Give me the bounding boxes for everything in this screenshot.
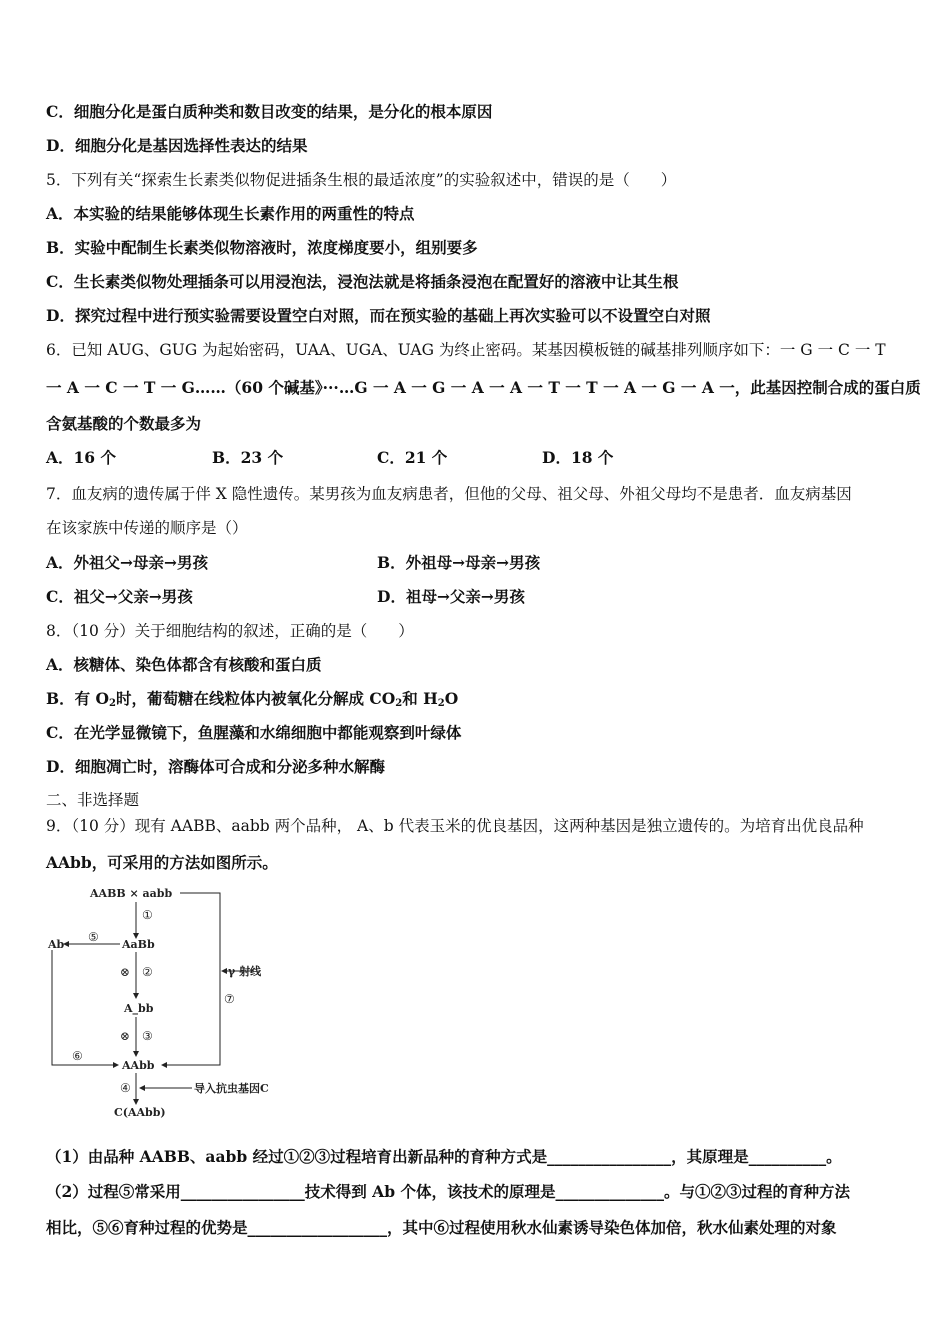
q7-option-c: C．祖父→父亲→男孩 <box>46 587 193 606</box>
q6-stem-line2: 一 A 一 C 一 T 一 G……（60 个碱基》···…G 一 A 一 G 一 A 一 A 一 T 一 T 一 A 一 G 一 A 一，此基因控制合成的蛋白质 <box>46 378 921 397</box>
diagram-self-1: ⊗ <box>120 965 131 979</box>
diagram-step-6: ⑥ <box>72 1049 83 1063</box>
diagram-step-3: ③ <box>142 1029 153 1043</box>
q6-stem-line1: 6．已知 AUG、GUG 为起始密码，UAA、UGA、UAG 为终止密码。某基因模板链的碱基排列顺序如下：一 G 一 C 一 T <box>46 341 886 359</box>
q9-subquestion-2b: 相比，⑤⑥育种过程的优势是__________________，其中⑥过程使用秋水仙素诱导染色体加倍，秋水仙素处理的对象 <box>46 1218 837 1237</box>
q6-option-c: C．21 个 <box>377 448 448 467</box>
diagram-step-2: ② <box>142 965 153 979</box>
diagram-step-7: ⑦ <box>224 992 235 1006</box>
q7-option-a: A．外祖父→母亲→男孩 <box>46 553 209 572</box>
q9-stem-line1: 9．（10 分）现有 AABB、aabb 两个品种， A、b 代表玉米的优良基因，这两种基因是独立遗传的。为培育出优良品种 <box>46 817 864 835</box>
q5-option-c: C．生长素类似物处理插条可以用浸泡法，浸泡法就是将插条浸泡在配置好的溶液中让其生根 <box>46 272 679 291</box>
q6-option-b: B．23 个 <box>212 448 284 467</box>
diagram-gamma-ray: γ 射线 <box>228 965 262 978</box>
q7-stem-line1: 7．血友病的遗传属于伴 X 隐性遗传。某男孩为血友病患者，但他的父母、祖父母、外祖父母均不是患者．血友病基因 <box>46 485 852 503</box>
q7-option-d: D．祖母→父亲→男孩 <box>377 587 525 606</box>
section-heading: 二、非选择题 <box>46 791 140 809</box>
q8-stem: 8．（10 分）关于细胞结构的叙述，正确的是（ ） <box>46 622 414 640</box>
q8-option-c: C．在光学显微镜下，鱼腥藻和水绵细胞中都能观察到叶绿体 <box>46 723 462 742</box>
diagram-gene-import: 导入抗虫基因C <box>194 1082 269 1095</box>
diagram-self-2: ⊗ <box>120 1029 131 1043</box>
breeding-diagram <box>40 880 300 1120</box>
q5-option-d: D．探究过程中进行预实验需要设置空白对照，而在预实验的基础上再次实验可以不设置空白对照 <box>46 306 711 325</box>
q9-stem-line2: AAbb，可采用的方法如图所示。 <box>46 853 278 872</box>
q9-subquestion-2a: （2）过程⑤常采用________________技术得到 Ab 个体，该技术的原理是______________。与①②③过程的育种方法 <box>46 1182 850 1201</box>
q9-subquestion-1: （1）由品种 AABB、aabb 经过①②③过程培育出新品种的育种方式是________________，其原理是__________。 <box>46 1147 842 1166</box>
diagram-f2: A_bb <box>124 1002 154 1015</box>
diagram-ab: Ab <box>48 938 65 951</box>
q6-option-a: A．16 个 <box>46 448 116 467</box>
diagram-step-5: ⑤ <box>88 930 99 944</box>
q7-option-b: B．外祖母→母亲→男孩 <box>377 553 541 572</box>
q4-option-c: C．细胞分化是蛋白质种类和数目改变的结果，是分化的根本原因 <box>46 102 493 121</box>
q8-option-b: B．有 $O_2$时，葡萄糖在线粒体内被氧化分解成 $CO_2$和 $H_2O$ <box>46 689 459 709</box>
q8-option-d: D．细胞凋亡时，溶酶体可合成和分泌多种水解酶 <box>46 757 385 776</box>
q6-option-d: D．18 个 <box>542 448 614 467</box>
diagram-step-4: ④ <box>120 1081 131 1095</box>
q5-stem: 5．下列有关“探索生长素类似物促进插条生根的最适浓度”的实验叙述中，错误的是（ ） <box>46 171 677 189</box>
q5-option-a: A．本实验的结果能够体现生长素作用的两重性的特点 <box>46 204 415 223</box>
diagram-target: AAbb <box>122 1059 155 1072</box>
diagram-step-1: ① <box>142 908 153 922</box>
diagram-parents: AABB × aabb <box>90 887 173 900</box>
q5-option-b: B．实验中配制生长素类似物溶液时，浓度梯度要小，组别要多 <box>46 238 478 257</box>
q8-option-a: A．核糖体、染色体都含有核酸和蛋白质 <box>46 655 322 674</box>
diagram-product: C(AAbb) <box>114 1106 166 1119</box>
diagram-f1: AaBb <box>122 938 155 951</box>
q6-stem-line3: 含氨基酸的个数最多为 <box>46 414 202 433</box>
q4-option-d: D．细胞分化是基因选择性表达的结果 <box>46 136 308 155</box>
q7-stem-line2: 在该家族中传递的顺序是（） <box>46 519 248 537</box>
